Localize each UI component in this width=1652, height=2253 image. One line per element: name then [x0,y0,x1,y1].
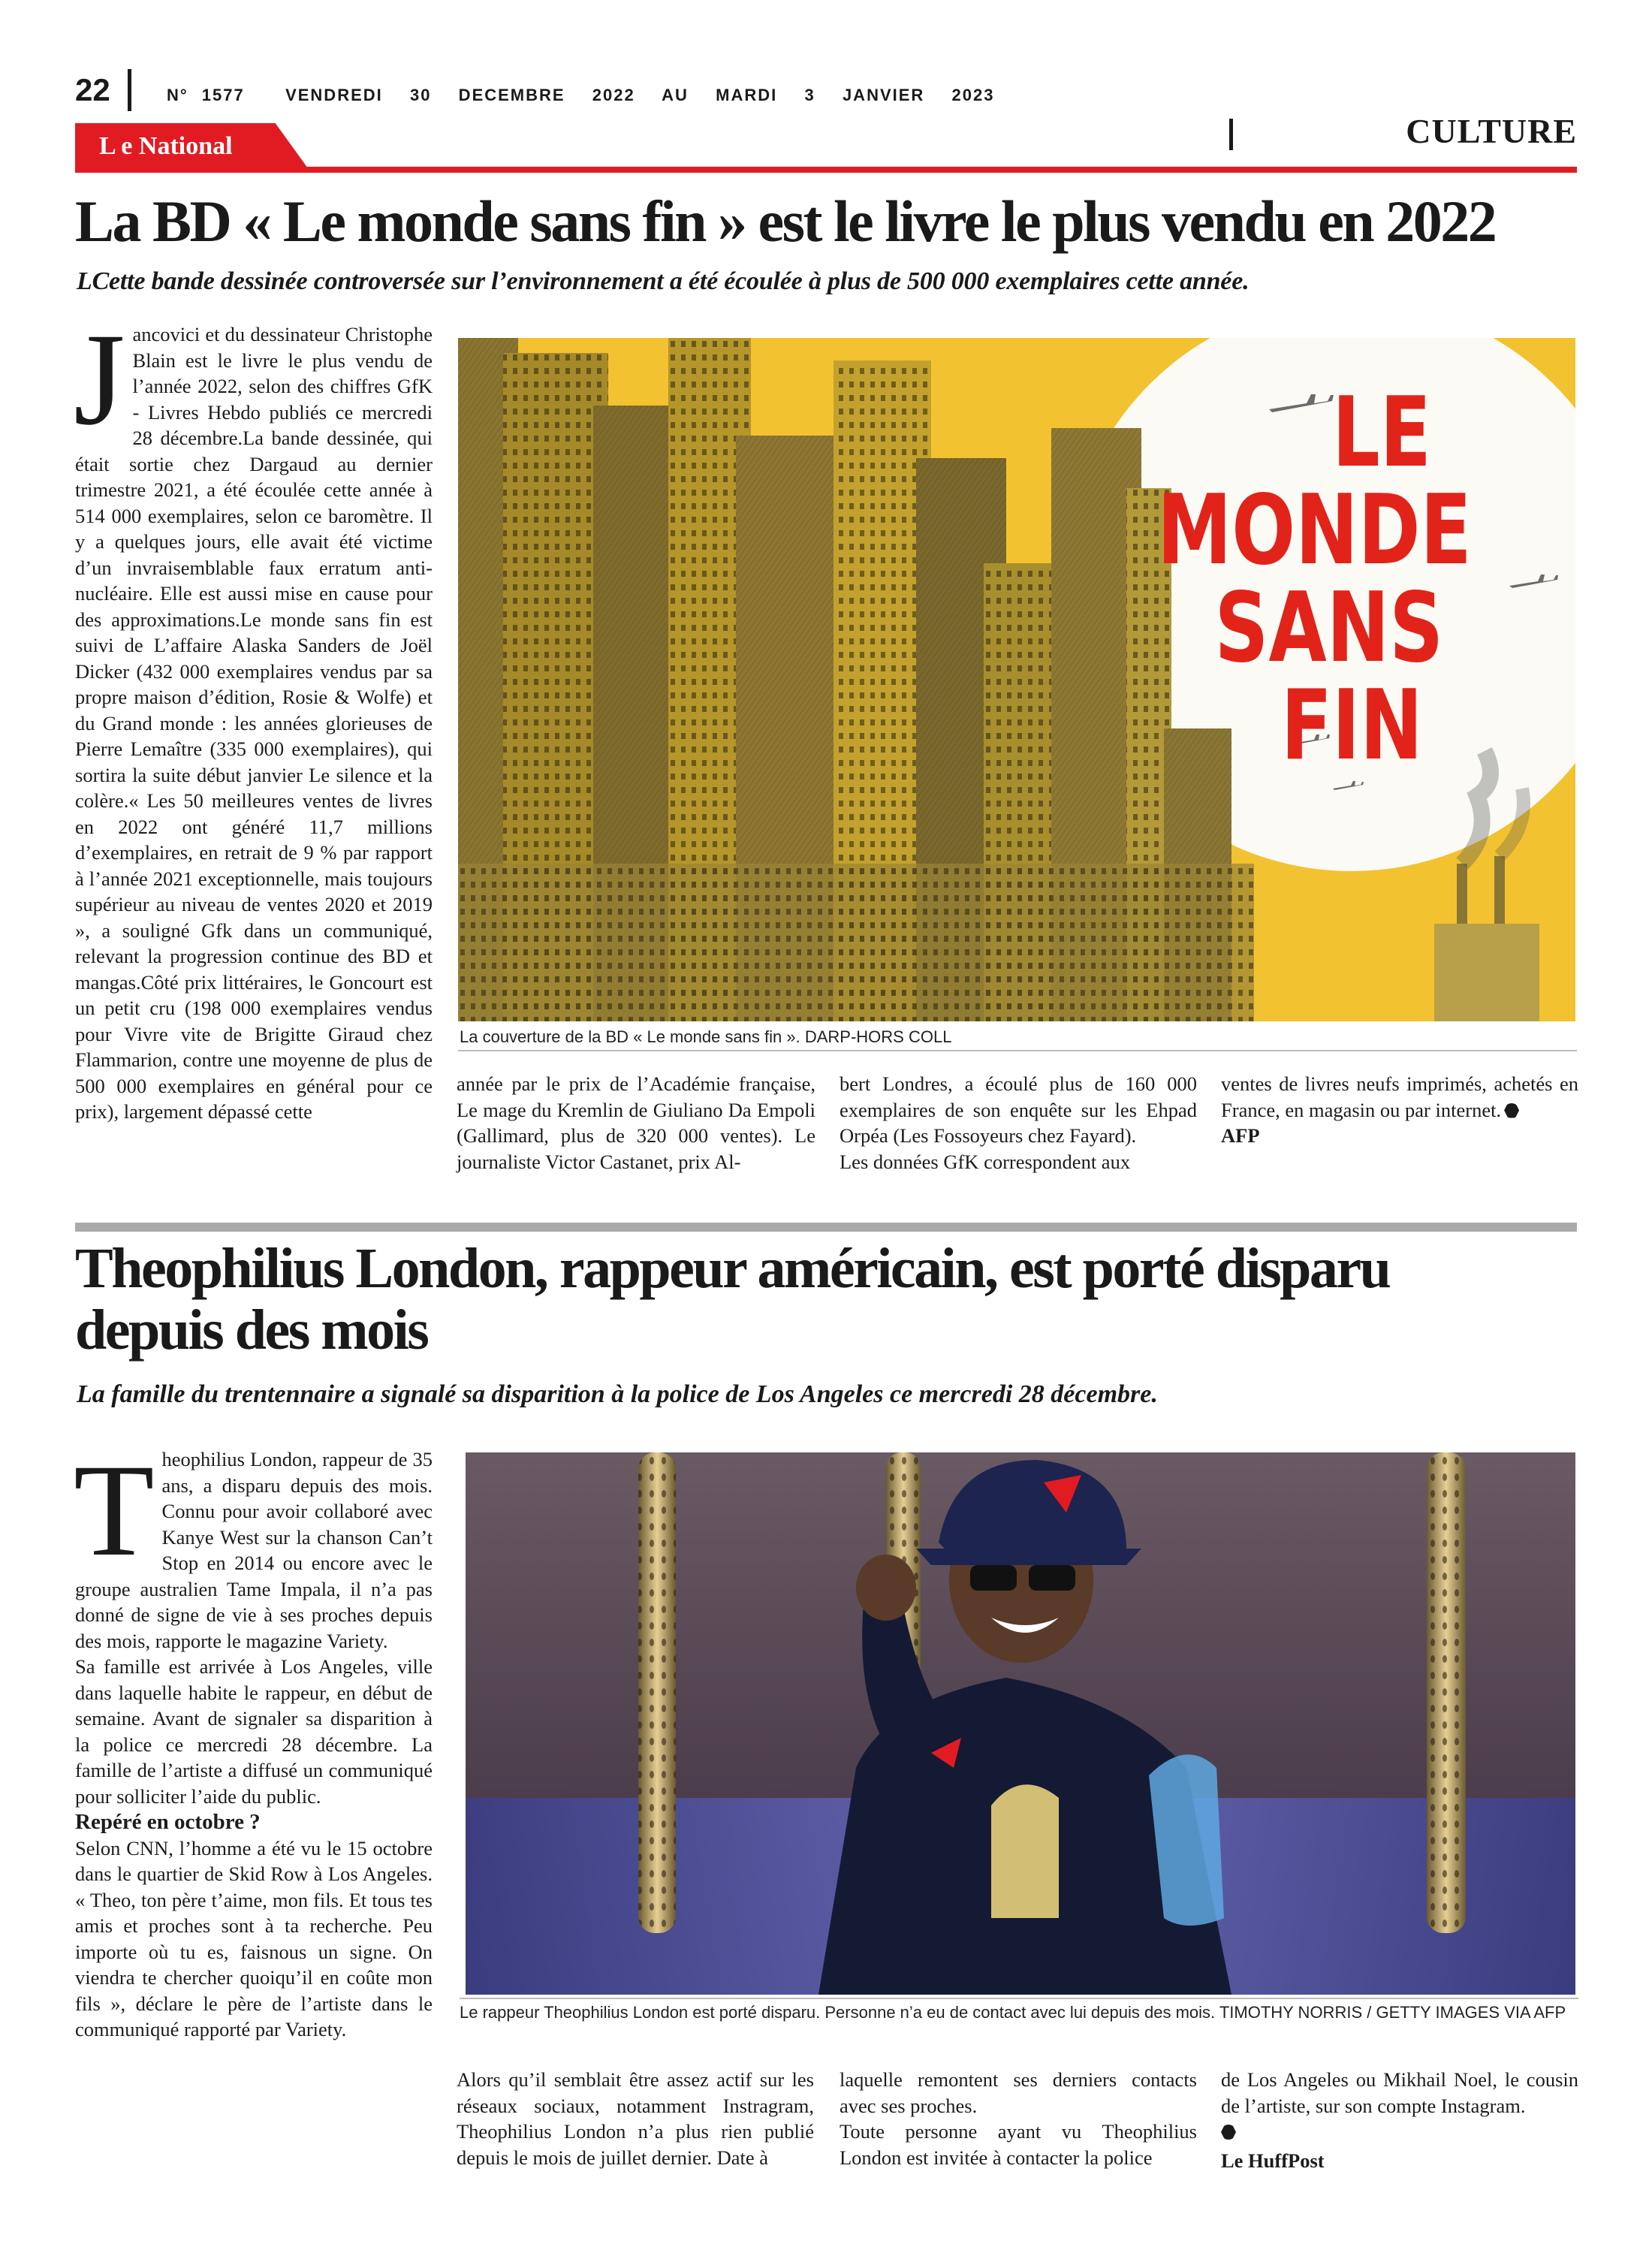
header-rule [75,167,1577,173]
caption-rule [458,1050,1577,1051]
caption-rule [460,1998,1578,1999]
end-of-article-icon [1504,1103,1519,1118]
article2-text-p1: heophilius London, rappeur de 35 ans, a disparu depuis des mois. Connu pour avoir collaboré avec Kanye West sur la chanson Can’t Stop en 2014 ou encore avec le groupe australien Tame Impala, il n’a pas donné de signe de vie à ses proches depuis des mois, rapporte le magazine Variety. [75,1448,433,1652]
article1-text-col4: ventes de livres neufs imprimés, achetés en France, en magasin ou par internet. [1221,1072,1578,1121]
article1-column-4 [1221,1071,1578,1149]
article2-headline [75,1238,1577,1361]
article2-column-2 [457,2067,814,2170]
photo-caption: Le rappeur Theophilius London est porté disparu. Personne n’a eu de contact avec lui depuis des mois. TIMOTHY NORRIS / GETTY IMAGES VIA AFP [460,2003,1566,2022]
article-separator [75,1223,1577,1232]
cover-title-line1: LE [1332,376,1431,490]
article1-text-col3b: Les données GfK correspondent aux [840,1150,1131,1173]
book-cover-image [458,338,1575,1021]
section-divider [1229,119,1233,150]
article2-subhead: Repéré en octobre ? [75,1810,261,1834]
article2-column-3 [840,2067,1197,2170]
article2-column-1 [74,1437,433,2043]
article2-headline-line1: Theophilius London, rappeur américain, est porté disparu [75,1237,1390,1300]
article2-text-p2: Sa famille est arrivée à Los Angeles, ville dans laquelle habite le rappeur, en début de semaine. Avant de signaler sa disparition à la police ce mercredi 28 décembre. La famille de l’artiste a diffusé un communiqué pour solliciter l’aide du public. [75,1655,433,1808]
article2-text-col3b: Toute personne ayant vu Theophilius London est invitée à contacter la police [840,2120,1197,2169]
article2-dropcap: T [74,1437,155,1584]
article1-column-1 [74,306,433,1125]
section-title: CULTURE [1406,112,1577,150]
rapper-photo [466,1452,1575,1995]
end-of-article-icon [1221,2125,1236,2140]
article1-text-col1: ancovici et du dessinateur Christophe Blain est le livre le plus vendu de l’année 2022, selon des chiffres GfK - Livres Hebdo publiés ce mercredi 28 décembre.La bande dessinée, qui était sortie chez Dargaud au dernier trimestre 2021, a été écoulée cette année à 514 000 exemplaires, selon ce baromètre. Il y a quelques jours, elle avait été victime d’un invraisemblable faux erratum anti-nucléaire. Elle est aussi mise en cause pour des approximations.Le monde sans fin est suivi de L’affaire Alaska Sanders de Joël Dicker (432 000 exemplaires vendus par sa propre maison d’édition, Rosie & Wolfe) et du Grand monde : les années glorieuses de Pierre Lemaître (335 000 exemplaires), qui sortira la suite début janvier Le silence et la colère.« Les 50 meilleures ventes de livres en 2022 ont généré 11,7 millions d’exemplaires, en retrait de 9 % par rapport à l’année 2021 exceptionnelle, mais toujours supérieur au niveau de ventes 2020 et 2019 », a souligné Gfk dans un communiqué, relevant la progression continue des BD et mangas.Côté prix littéraires, le Goncourt est un petit cru (198 000 exemplaires vendus pour Vivre vite de Brigitte Giraud chez Flammarion, contre une moyenne de plus de 500 000 exemplaires en général pour ce prix), largement dépassé cette [75,323,433,1123]
cover-caption: La couverture de la BD « Le monde sans fin ». DARP-HORS COLL [460,1027,952,1046]
article2-text-p3: Selon CNN, l’homme a été vu le 15 octobre dans le quartier de Skid Row à Los Angeles. « Theo, ton père t’aime, mon fils. Et tous tes amis et proches sont à ta recherche. Peu importe où tu es, faisnous un signe. On viendra te chercher quoiqu’il en coûte mon fils », déclare le père de l’artiste dans le communiqué rapporté par Variety. [75,1836,433,2040]
header-divider [128,69,131,111]
cover-title-line4: FIN [1280,669,1423,783]
publication-name: L e National [99,132,233,160]
article2-subtitle: La famille du trentennaire a signalé sa disparition à la police de Los Angeles ce mercredi 28 décembre. [77,1380,1158,1408]
issue-dateline: N° 1577 VENDREDI 30 DECEMBRE 2022 AU MARDI 3 JANVIER 2023 [167,86,995,104]
article1-column-2 [457,1071,815,1175]
cover-title-line2: MONDE [1156,474,1472,587]
article2-text-col3a: laquelle remontent ses derniers contacts avec ses proches. [840,2068,1197,2117]
article1-column-3 [840,1071,1197,1175]
article1-headline: La BD « Le monde sans fin » est le livre le plus vendu en 2022 [75,189,1496,254]
cover-title-line3: SANS [1214,572,1444,685]
article1-signature: AFP [1221,1124,1260,1147]
article2-text-col2: Alors qu’il semblait être assez actif sur les réseaux sociaux, notamment Instragram, Theophilius London n’a plus rien publié depuis le mois de juillet dernier. Date à [457,2068,814,2169]
article1-text-col3a: bert Londres, a écoulé plus de 160 000 exemplaires de son enquête sur les Ehpad Orpéa (Les Fossoyeurs chez Fayard). [840,1072,1197,1147]
article2-signature: Le HuffPost [1221,2149,1325,2172]
page-number: 22 [75,72,110,107]
article1-dropcap: J [74,306,125,453]
article1-text-col2: année par le prix de l’Académie française, Le mage du Kremlin de Giuliano Da Empoli (Gallimard, plus de 320 000 ventes). Le journaliste Victor Castanet, prix Al- [457,1072,815,1173]
article2-column-4 [1221,2067,1578,2173]
article1-subtitle: LCette bande dessinée controversée sur l’environnement a été écoulée à plus de 500 000 exemplaires cette année. [77,267,1250,295]
article2-headline-line2: depuis des mois [75,1298,428,1362]
article2-text-col4: de Los Angeles ou Mikhail Noel, le cousin de l’artiste, sur son compte Instagram. [1221,2068,1578,2117]
